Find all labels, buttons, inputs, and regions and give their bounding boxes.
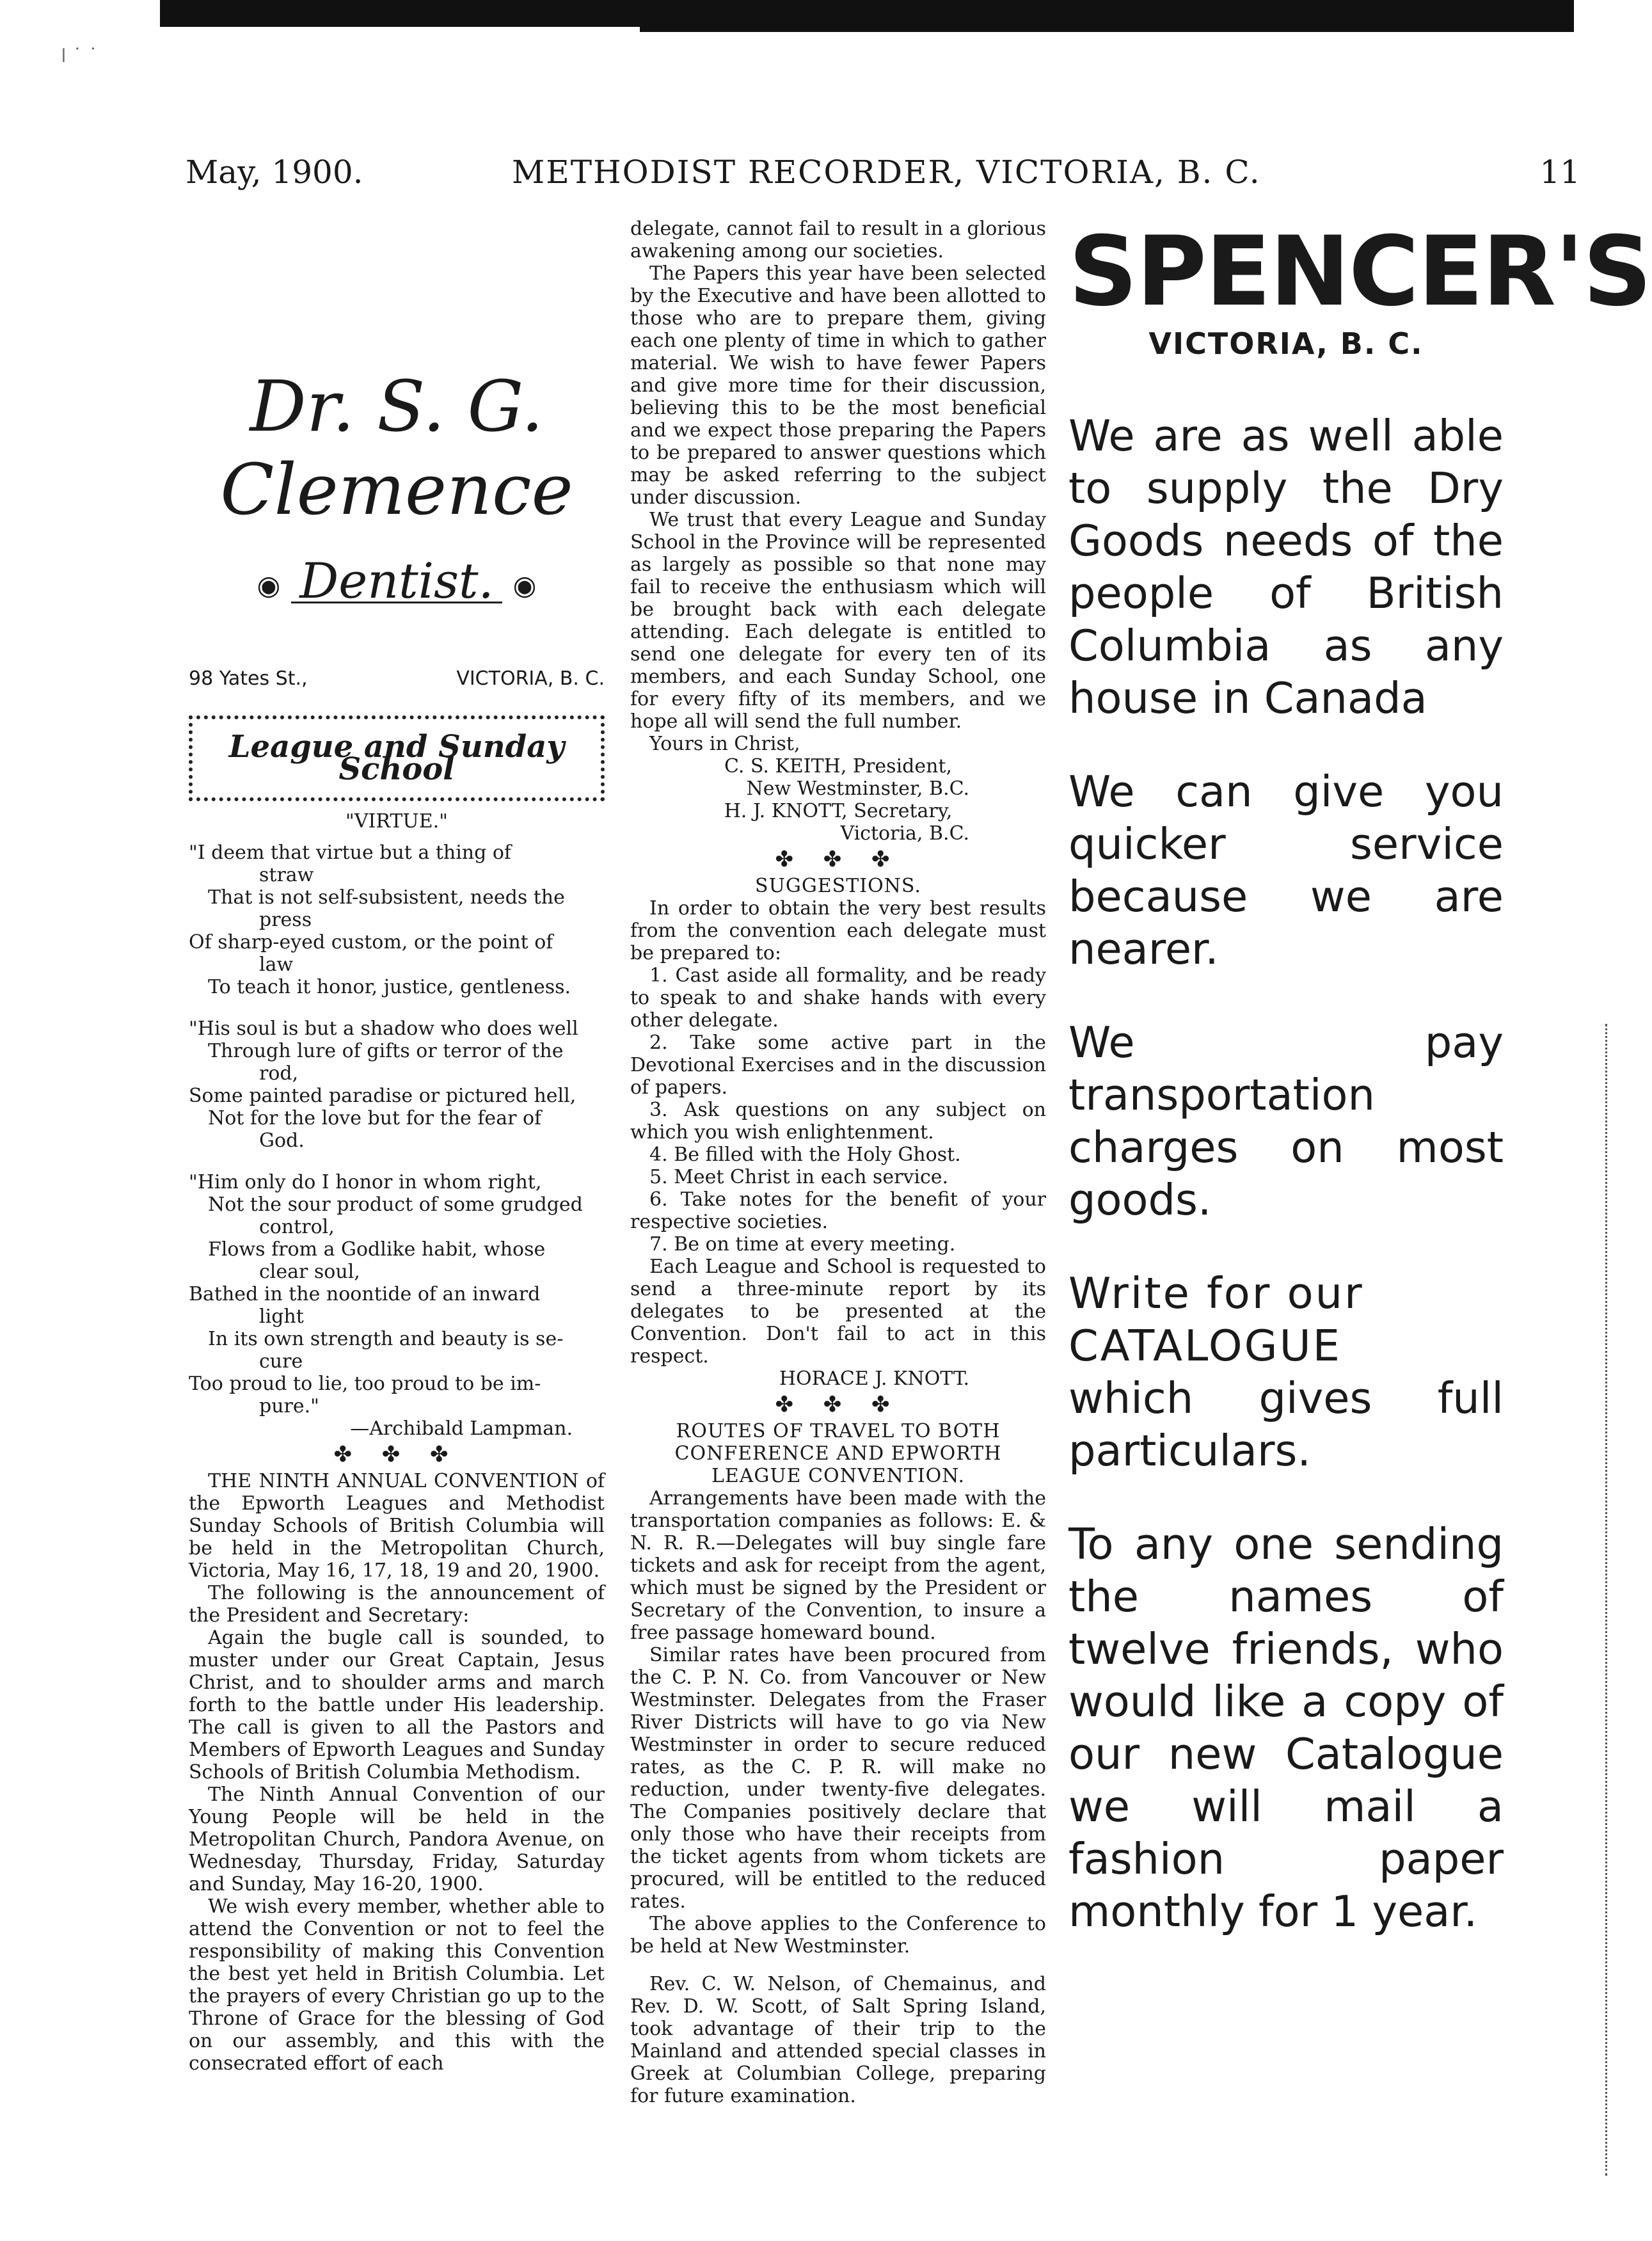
- poem-line: "His soul is but a shadow who does well: [189, 1017, 578, 1040]
- article-paragraph: We trust that every League and Sunday School in the Province will be represented as largely as possible so that none may fail to receive the enthusiasm which will be brought back with each delegate attending. Each delegate is entitled to send one delegate for every ten of its members, and each Sunday School, one for every fifty of its members, and we hope all will send the full number.: [630, 509, 1046, 733]
- brand-name: SPENCER'S: [1068, 216, 1651, 328]
- suggestion-item: 4. Be filled with the Holy Ghost.: [649, 1144, 961, 1166]
- poem-line: Not the sour product of some grudged: [208, 1193, 583, 1216]
- poem-line: Some painted paradise or pictured hell,: [189, 1084, 576, 1107]
- poem-line: Flows from a Godlike habit, whose: [208, 1238, 546, 1261]
- dentist-name: Dr. S. G. Clemence: [220, 365, 573, 530]
- article-paragraph: delegate, cannot fail to result in a glorious awakening among our societies.: [630, 218, 1046, 262]
- suggestion-item: 6. Take notes for the benefit of your respective societies.: [630, 1188, 1046, 1233]
- poem-line: To teach it honor, justice, gentleness.: [208, 975, 571, 998]
- poem-line: In its own strength and beauty is se-: [208, 1327, 564, 1350]
- poem-line: Through lure of gifts or terror of the: [208, 1039, 564, 1062]
- poem-line: straw: [259, 863, 314, 886]
- poem-title: "VIRTUE.": [345, 809, 448, 833]
- ad-line: Write for our: [1068, 1268, 1364, 1318]
- poem-line: rod,: [259, 1062, 299, 1085]
- column-left: [189, 218, 605, 2075]
- signature-name: C. S. KEITH, President,: [724, 755, 953, 778]
- ad-paragraph: [1068, 1267, 1504, 1477]
- suggestion-item: 3. Ask questions on any subject on which you wish enlightenment.: [630, 1099, 1046, 1144]
- dentist-title: [189, 552, 605, 609]
- scan-mark: ǀ ˙ ˙: [61, 45, 98, 67]
- dentist-title-text: Dentist.: [299, 552, 494, 609]
- closing: Yours in Christ,: [649, 733, 800, 755]
- article-paragraph: The Ninth Annual Convention of our Young People will be held in the Metropolitan Church, Pandora Avenue, on Wednesday, Thursday, Friday, Saturday and Sunday, May 16-20, 1900.: [189, 1783, 605, 1895]
- poem-line: control,: [259, 1215, 335, 1238]
- article-paragraph: THE NINTH ANNUAL CONVENTION of the Epworth Leagues and Methodist Sunday Schools of British Columbia will be held in the Metropolitan Church, Victoria, May 16, 17, 18, 19 and 20, 1900.: [189, 1469, 605, 1582]
- poem-line: Not for the love but for the fear of: [208, 1106, 542, 1129]
- poem-line: cure: [259, 1350, 303, 1373]
- ornament-divider: ✤ ✤ ✤: [333, 1441, 460, 1467]
- right-margin-rule: [1603, 1024, 1607, 2176]
- poem-line: "I deem that virtue but a thing of: [189, 841, 512, 864]
- ad-paragraph: We are as well able to supply the Dry Goods needs of the people of British Columbia as any house in Canada: [1068, 411, 1504, 723]
- brand-location: VICTORIA, B. C.: [1148, 326, 1424, 361]
- section-heading: ROUTES OF TRAVEL TO BOTH: [676, 1420, 1001, 1442]
- section-heading: LEAGUE CONVENTION.: [711, 1465, 965, 1487]
- suggestion-item: 1. Cast aside all formality, and be ready to speak to and shake hands with every other delegate.: [630, 964, 1046, 1032]
- suggestion-list: [630, 964, 1046, 1256]
- dentist-city: VICTORIA, B. C.: [456, 667, 605, 690]
- dentist-street: 98 Yates St.,: [189, 667, 308, 690]
- section-heading: SUGGESTIONS.: [755, 875, 921, 897]
- poem-line: clear soul,: [259, 1260, 360, 1283]
- poem-line: "Him only do I honor in whom right,: [189, 1170, 542, 1193]
- poem-line: That is not self-subsistent, needs the: [208, 886, 565, 909]
- signature-name: H. J. KNOTT, Secretary,: [724, 800, 953, 822]
- suggestion-item: 7. Be on time at every meeting.: [649, 1233, 956, 1256]
- poem-line: Bathed in the noontide of an inward: [189, 1282, 541, 1305]
- article-paragraph: In order to obtain the very best results from the convention each delegate must be prepared to:: [630, 897, 1046, 964]
- column-right-advertisement: [1068, 216, 1651, 1938]
- article-paragraph: Each League and School is requested to send a three-minute report by its delegates to be presented at the Convention. Don't fail to act in this respect.: [630, 1256, 1046, 1368]
- article-paragraph: Rev. C. W. Nelson, of Chemainus, and Rev. D. W. Scott, of Salt Spring Island, took advantage of their trip to the Mainland and attended special classes in Greek at Columbian College, preparing for future examination.: [630, 1973, 1046, 2107]
- suggestion-item: 5. Meet Christ in each service.: [649, 1166, 949, 1188]
- top-edge-bar: [160, 0, 1574, 27]
- ornament-icon: ◉: [512, 569, 537, 601]
- stanza-gap: [189, 998, 605, 1017]
- ad-paragraph: To any one sending the names of twelve friends, who would like a copy of our new Catalogue we will mail a fashion paper monthly for 1 year.: [1068, 1519, 1504, 1936]
- poem-line: law: [259, 953, 294, 976]
- article-paragraph: The Papers this year have been selected by the Executive and have been allotted to those who are to prepare them, giving each one plenty of time in which to gather material. We wish to have fewer Papers and give more time for their discussion, believing this to be the most beneficial and we expect those preparing the Papers to be prepared to answer questions which may be asked referring to the subject under discussion.: [630, 262, 1046, 509]
- column-middle: [630, 218, 1046, 2107]
- ornament-divider: ✤ ✤ ✤: [775, 1392, 901, 1417]
- suggestion-item: 2. Take some active part in the Devotional Exercises and in the discussion of papers.: [630, 1032, 1046, 1099]
- article-paragraph: We wish every member, whether able to attend the Convention or not to feel the responsibility of making this Convention the best yet held in British Columbia. Let the prayers of every Christian go up to the Throne of Grace for the blessing of God on our assembly, and this with the consecrated effort of each: [189, 1895, 605, 2075]
- poem-author: —Archibald Lampman.: [350, 1417, 573, 1440]
- ad-paragraph: We can give you quicker service because we are nearer.: [1068, 767, 1504, 974]
- poem: [189, 841, 605, 1417]
- ad-line: which gives full particulars.: [1068, 1373, 1504, 1476]
- ornament-icon: ◉: [257, 569, 281, 601]
- article-paragraph: The following is the announcement of the President and Secretary:: [189, 1581, 605, 1627]
- poem-line: press: [259, 908, 312, 931]
- issue-date: May, 1900.: [186, 154, 363, 191]
- catalogue-word: CATALOGUE: [1068, 1321, 1342, 1371]
- article-paragraph: Similar rates have been procured from the C. P. N. Co. from Vancouver or New Westminster. Delegates from the Fraser River Districts will have to go via New Westminster in order to secure reduced rates, as the C. P. R. will make no reduction, under twenty-five delegates. The Companies positively declare that only those who have their receipts from the ticket agents from whom tickets are procured, will be entitled to the reduced rates.: [630, 1644, 1046, 1913]
- poem-line: pure.": [259, 1394, 319, 1417]
- masthead: METHODIST RECORDER, VICTORIA, B. C.: [512, 154, 1261, 191]
- poem-line: light: [259, 1305, 304, 1328]
- signature-place: New Westminster, B.C.: [746, 778, 969, 800]
- ornament-divider: ✤ ✤ ✤: [775, 847, 901, 872]
- poem-line: Of sharp-eyed custom, or the point of: [189, 930, 553, 953]
- signature-place: Victoria, B.C.: [840, 822, 969, 845]
- dentist-address: [189, 667, 605, 690]
- signature-name: HORACE J. KNOTT.: [779, 1368, 969, 1390]
- page-number: 11: [1539, 154, 1580, 191]
- section-heading-box: League and Sunday School: [189, 715, 605, 801]
- top-edge-bar-lower: [640, 26, 1574, 32]
- poem-line: God.: [259, 1129, 305, 1152]
- article-paragraph: Again the bugle call is sounded, to muster under our Great Captain, Jesus Christ, and to shoulder arms and march forth to the battle under His leadership. The call is given to all the Pastors and Members of Epworth Leagues and Sunday Schools of British Columbia Methodism.: [189, 1626, 605, 1783]
- stanza-gap: [189, 1152, 605, 1171]
- poem-line: Too proud to lie, too proud to be im-: [189, 1372, 541, 1395]
- article-paragraph: The above applies to the Conference to be held at New Westminster.: [630, 1913, 1046, 1958]
- page-header: [186, 154, 1606, 198]
- section-heading: CONFERENCE AND EPWORTH: [674, 1442, 1002, 1465]
- ad-paragraph: We pay transportation charges on most goods.: [1068, 1017, 1504, 1225]
- article-paragraph: Arrangements have been made with the transportation companies as follows: E. & N. R. R.—Delegates will buy single fare tickets and ask for receipt from the agent, which must be signed by the President or Secretary of the Convention, to insure a free passage homeward bound.: [630, 1487, 1046, 1644]
